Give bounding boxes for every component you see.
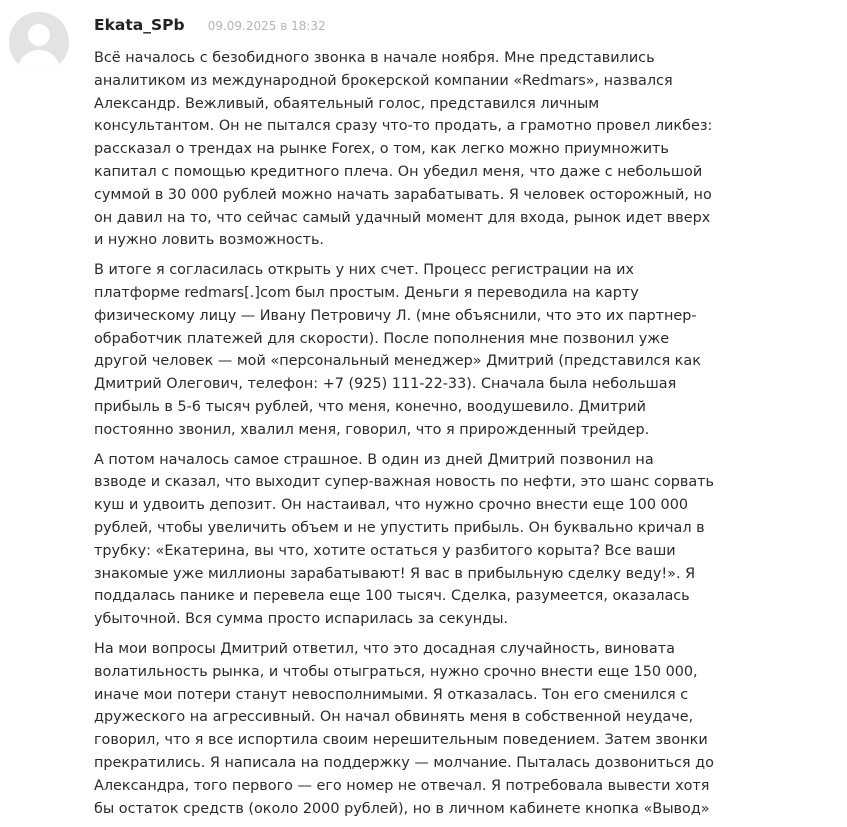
comment-line: Александра, того первого — его номер не отвечал. Я потребовала вывести хотя	[94, 777, 710, 794]
comment-author[interactable]: Ekata_SPb	[94, 16, 185, 34]
comment-line: В итоге я согласилась открыть у них счет. Процесс регистрации на их	[94, 262, 635, 279]
comment-line: физическому лицу — Ивану Петровичу Л. (мне объяснили, что это их партнер-	[94, 307, 697, 324]
comment-line: и нужно ловить возможность.	[94, 232, 325, 249]
comment-line: трубку: «Екатерина, вы что, хотите остаться у разбитого корыта? Все ваши	[94, 542, 676, 559]
user-placeholder-icon	[9, 12, 69, 72]
comment-line: постоянно звонил, хвалил меня, говорил, что я прирожденный трейдер.	[94, 421, 650, 438]
comment-line: убыточной. Вся сумма просто испарилась за секунды.	[94, 611, 509, 628]
comment-line: говорил, что я все испортила своим нерешительным поведением. Затем звонки	[94, 732, 708, 749]
comment-line: платформе redmars[.]com был простым. Деньги я переводила на карту	[94, 284, 639, 301]
comment-line: бы остаток средств (около 2000 рублей), но в личном кабинете кнопка «Вывод»	[94, 800, 710, 817]
comment-line: Всё началось с безобидного звонка в начале ноября. Мне представились	[94, 50, 655, 66]
comment-line: А потом началось самое страшное. В один из дней Дмитрий позвонил на	[94, 451, 654, 468]
comment-line: На мои вопросы Дмитрий ответил, что это досадная случайность, виновата	[94, 640, 675, 657]
comment-line: прекратились. Я написала на поддержку — молчание. Пыталась дозвониться до	[94, 754, 714, 771]
comment-line: он давил на то, что сейчас самый удачный момент для входа, рынок идет вверх	[94, 209, 711, 226]
comment-date[interactable]: 09.09.2025 в 18:32	[207, 19, 326, 33]
comment-line: знакомые уже миллионы зарабатывают! Я вас в прибыльную сделку веду!». Я	[94, 565, 696, 582]
comment-paragraph	[94, 259, 739, 441]
comment-line: Дмитрий Олегович, телефон: +7 (925) 111-22-33). Сначала была небольшая	[94, 376, 677, 393]
comment-line: обработчик платежей для скорости). После пополнения мне позвонил уже	[94, 330, 670, 347]
comment-line: волатильность рынка, и чтобы отыграться, нужно срочно внести еще 150 000,	[94, 663, 698, 680]
comment-line: Александр. Вежливый, обаятельный голос, представился личным	[94, 95, 600, 112]
comment-line: куш и удвоить депозит. Он настаивал, что нужно срочно внести еще 100 000	[94, 497, 689, 514]
comment-line: консультантом. Он не пытался сразу что-то продать, а грамотно провел ликбез:	[94, 118, 713, 135]
comment-line: аналитиком из международной брокерской компании «Redmars», назвался	[94, 72, 673, 89]
comment-line: рассказал о трендах на рынке Forex, о том, как легко можно приумножить	[94, 141, 669, 158]
comment-text	[94, 47, 739, 827]
comment-line: другой человек — мой «персональный менеджер» Дмитрий (представился как	[94, 353, 701, 370]
comment-line: взводе и сказал, что выходит супер-важная новость по нефти, это шанс сорвать	[94, 474, 715, 491]
comment-line: рублей, чтобы увеличить объем и не упустить прибыль. Он буквально кричал в	[94, 519, 705, 536]
comment-paragraph	[94, 47, 739, 252]
comment-line: прибыль в 5-6 тысяч рублей, что меня, конечно, воодушевило. Дмитрий	[94, 398, 647, 415]
comment-line: суммой в 30 000 рублей можно начать зарабатывать. Я человек осторожный, но	[94, 186, 712, 203]
comment-line: поддалась панике и перевела еще 100 тысяч. Сделка, разумеется, оказалась	[94, 588, 690, 605]
comment-paragraph	[94, 638, 739, 820]
comment-line: дружеского на агрессивный. Он начал обвинять меня в собственной неудаче,	[94, 709, 694, 726]
comment-line: капитал с помощью кредитного плеча. Он убедил меня, что даже с небольшой	[94, 163, 703, 180]
comment-paragraph	[94, 449, 739, 631]
comment-meta	[94, 15, 326, 37]
comment-line: иначе мои потери станут невосполнимыми. Я отказалась. Тон его сменился с	[94, 686, 689, 703]
